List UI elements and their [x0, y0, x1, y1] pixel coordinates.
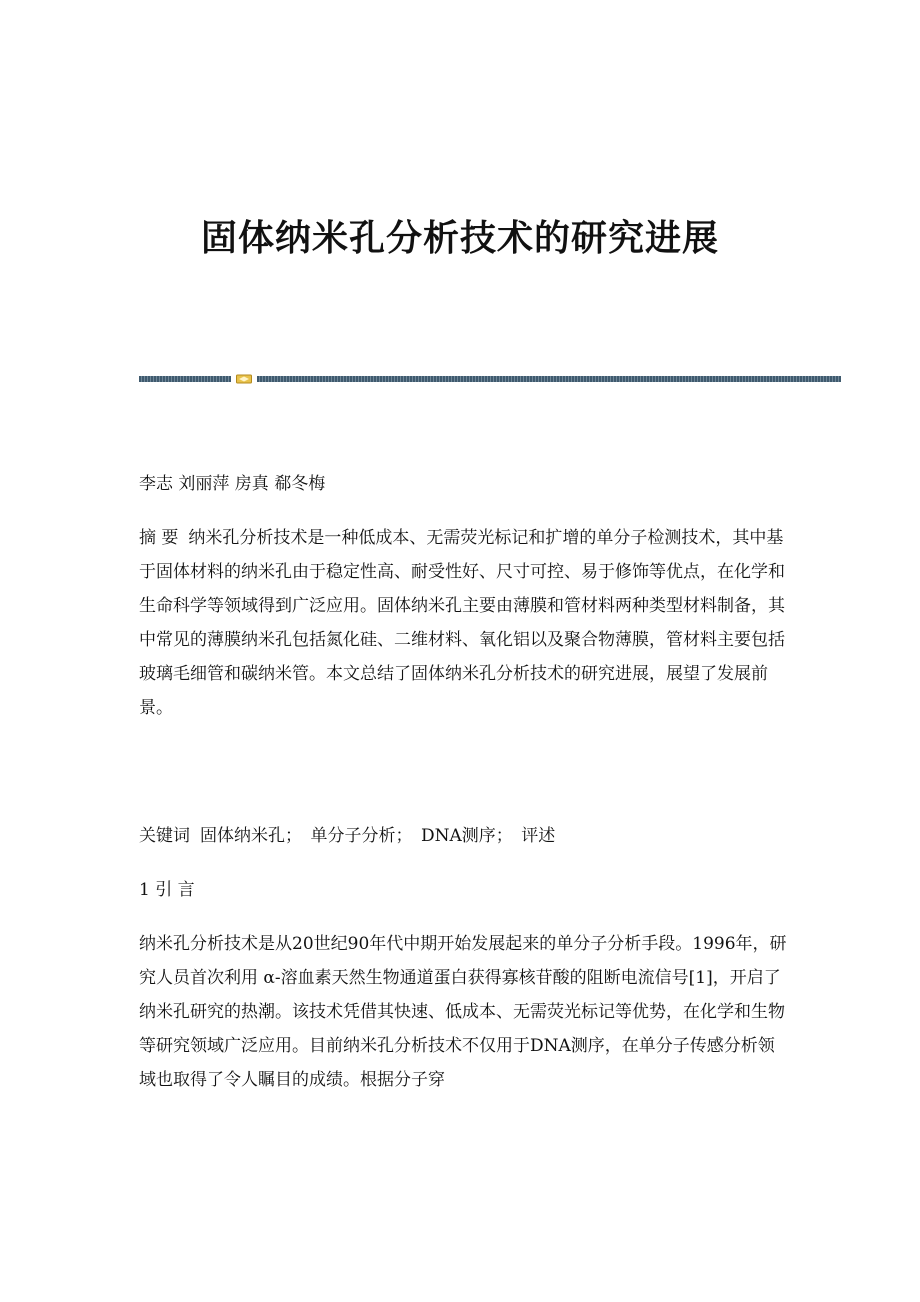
authors-line: 李志 刘丽萍 房真 郗冬梅	[139, 474, 326, 494]
document-title: 固体纳米孔分析技术的研究进展	[200, 217, 719, 259]
abstract-label: 摘 要	[139, 528, 179, 548]
keywords-text: 固体纳米孔； 单分子分析； DNA测序； 评述	[200, 826, 556, 846]
divider-ornament-icon	[236, 374, 252, 384]
abstract-text: 纳米孔分析技术是一种低成本、无需荧光标记和扩增的单分子检测技术，其中基于固体材料的纳米孔由于稳定性高、耐受性好、尺寸可控、易于修饰等优点，在化学和生命科学等领域得到广泛应用。固体纳米孔主要由薄膜和管材料两种类型材料制备，其中常见的薄膜纳米孔包括氮化硅、二维材料、氧化铝以及聚合物薄膜，管材料主要包括玻璃毛细管和碳纳米管。本文总结了固体纳米孔分析技术的研究进展，展望了发展前景。	[139, 528, 785, 718]
intro-paragraph: 纳米孔分析技术是从20世纪90年代中期开始发展起来的单分子分析手段。1996年，研究人员首次利用 α-溶血素天然生物通道蛋白获得寡核苷酸的阻断电流信号[1]，开启了纳米孔研究的热潮。该技术凭借其快速、低成本、无需荧光标记等优势，在化学和生物等研究领域广泛应用。目前纳米孔分析技术不仅用于DNA测序，在单分子传感分析领域也取得了令人瞩目的成绩。根据分子穿	[139, 934, 787, 1090]
abstract-paragraph	[139, 521, 789, 725]
keywords-label: 关键词	[139, 826, 190, 846]
section-heading: 1 引 言	[139, 880, 195, 900]
divider-bar-left	[139, 376, 231, 382]
divider-bar-right	[257, 376, 841, 382]
keywords-line	[139, 819, 789, 853]
title-divider	[139, 374, 841, 384]
